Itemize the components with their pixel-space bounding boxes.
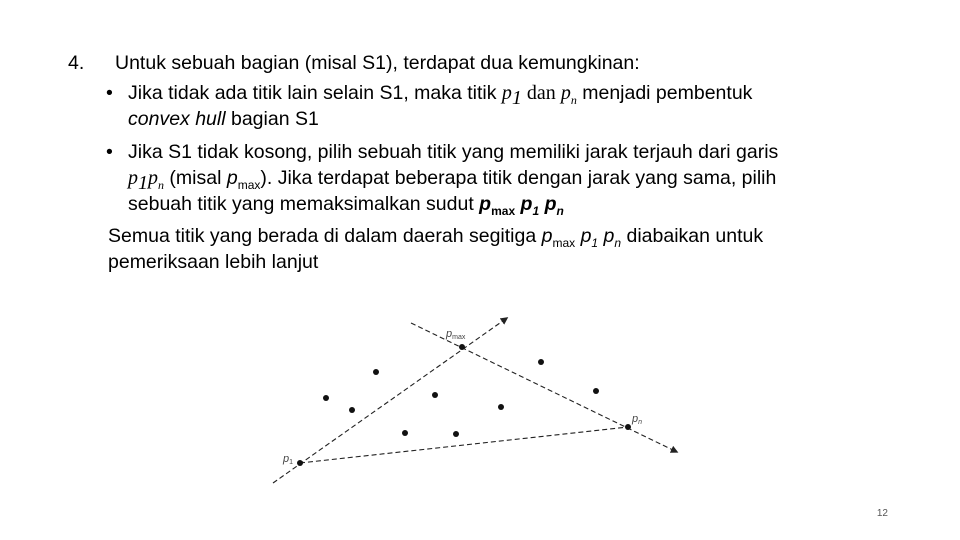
p-letter: p <box>479 193 492 215</box>
line-p1-pmax <box>273 318 507 483</box>
point <box>498 404 504 410</box>
pn-subscript: n <box>556 203 564 218</box>
label-p1: p1 <box>283 453 294 466</box>
p1-subscript: 1 <box>532 203 540 218</box>
summary-line-2: pemeriksaan lebih lanjut <box>108 251 319 273</box>
pmax-subscript: max <box>491 203 516 218</box>
pn-subscript: n <box>614 235 622 250</box>
p-letter: p <box>560 82 571 104</box>
point <box>453 431 459 437</box>
point-p1 <box>297 460 303 466</box>
p-letter: p <box>520 193 533 215</box>
summary-text-a: Semua titik yang berada di dalam daerah segitiga <box>108 225 542 247</box>
point <box>593 388 599 394</box>
pn-subscript: n <box>570 93 577 107</box>
p1-subscript: 1 <box>138 172 148 194</box>
label-pmax: pmax <box>446 328 466 341</box>
item-number: 4. <box>68 52 85 74</box>
bullet-marker-2: • <box>106 141 113 163</box>
p1-subscript: 1 <box>591 235 599 250</box>
bullet-marker-1: • <box>106 82 113 104</box>
point <box>373 369 379 375</box>
p-letter: p <box>541 225 553 247</box>
p-letter: p <box>501 82 512 104</box>
bullet-2-line-3-text: sebuah titik yang memaksimalkan sudut <box>128 193 480 215</box>
p1-subscript: 1 <box>511 87 522 109</box>
point-pmax <box>459 344 465 350</box>
bullet-2-line-1: Jika S1 tidak kosong, pilih sebuah titik yang memiliki jarak terjauh dari garis <box>128 141 779 163</box>
pn-subscript: n <box>158 178 164 192</box>
misal-text: (misal <box>164 167 227 189</box>
pmax-subscript: max <box>552 235 576 250</box>
summary-text-b: diabaikan untuk <box>621 225 764 247</box>
point <box>432 392 438 398</box>
bullet-1-text-b: menjadi pembentuk <box>576 82 753 104</box>
p-letter: p <box>580 225 592 247</box>
label-pn: pn <box>632 413 643 426</box>
intro-text: Untuk sebuah bagian (misal S1), terdapat dua kemungkinan: <box>115 52 640 74</box>
point <box>538 359 544 365</box>
point <box>323 395 329 401</box>
dan-word: dan <box>521 82 561 104</box>
bullet-2-line-2-rest: ). Jika terdapat beberapa titik dengan jarak yang sama, pilih <box>260 167 777 189</box>
p-letter: p <box>128 167 138 189</box>
convex-hull-term: convex hull <box>128 108 226 130</box>
pmax-subscript: max <box>237 177 261 192</box>
bullet-1-text-a: Jika tidak ada titik lain selain S1, maka titik <box>128 82 502 104</box>
line-p1-pn <box>300 427 628 463</box>
point-pn <box>625 424 631 430</box>
p-letter: p <box>544 193 557 215</box>
bullet-1-line-2-rest: bagian S1 <box>225 108 319 130</box>
point <box>349 407 355 413</box>
p-letter: p <box>148 167 158 189</box>
point <box>402 430 408 436</box>
page-number: 12 <box>876 508 888 519</box>
p-letter: p <box>226 167 238 189</box>
line-pmax-pn <box>411 323 677 452</box>
p-letter: p <box>603 225 615 247</box>
